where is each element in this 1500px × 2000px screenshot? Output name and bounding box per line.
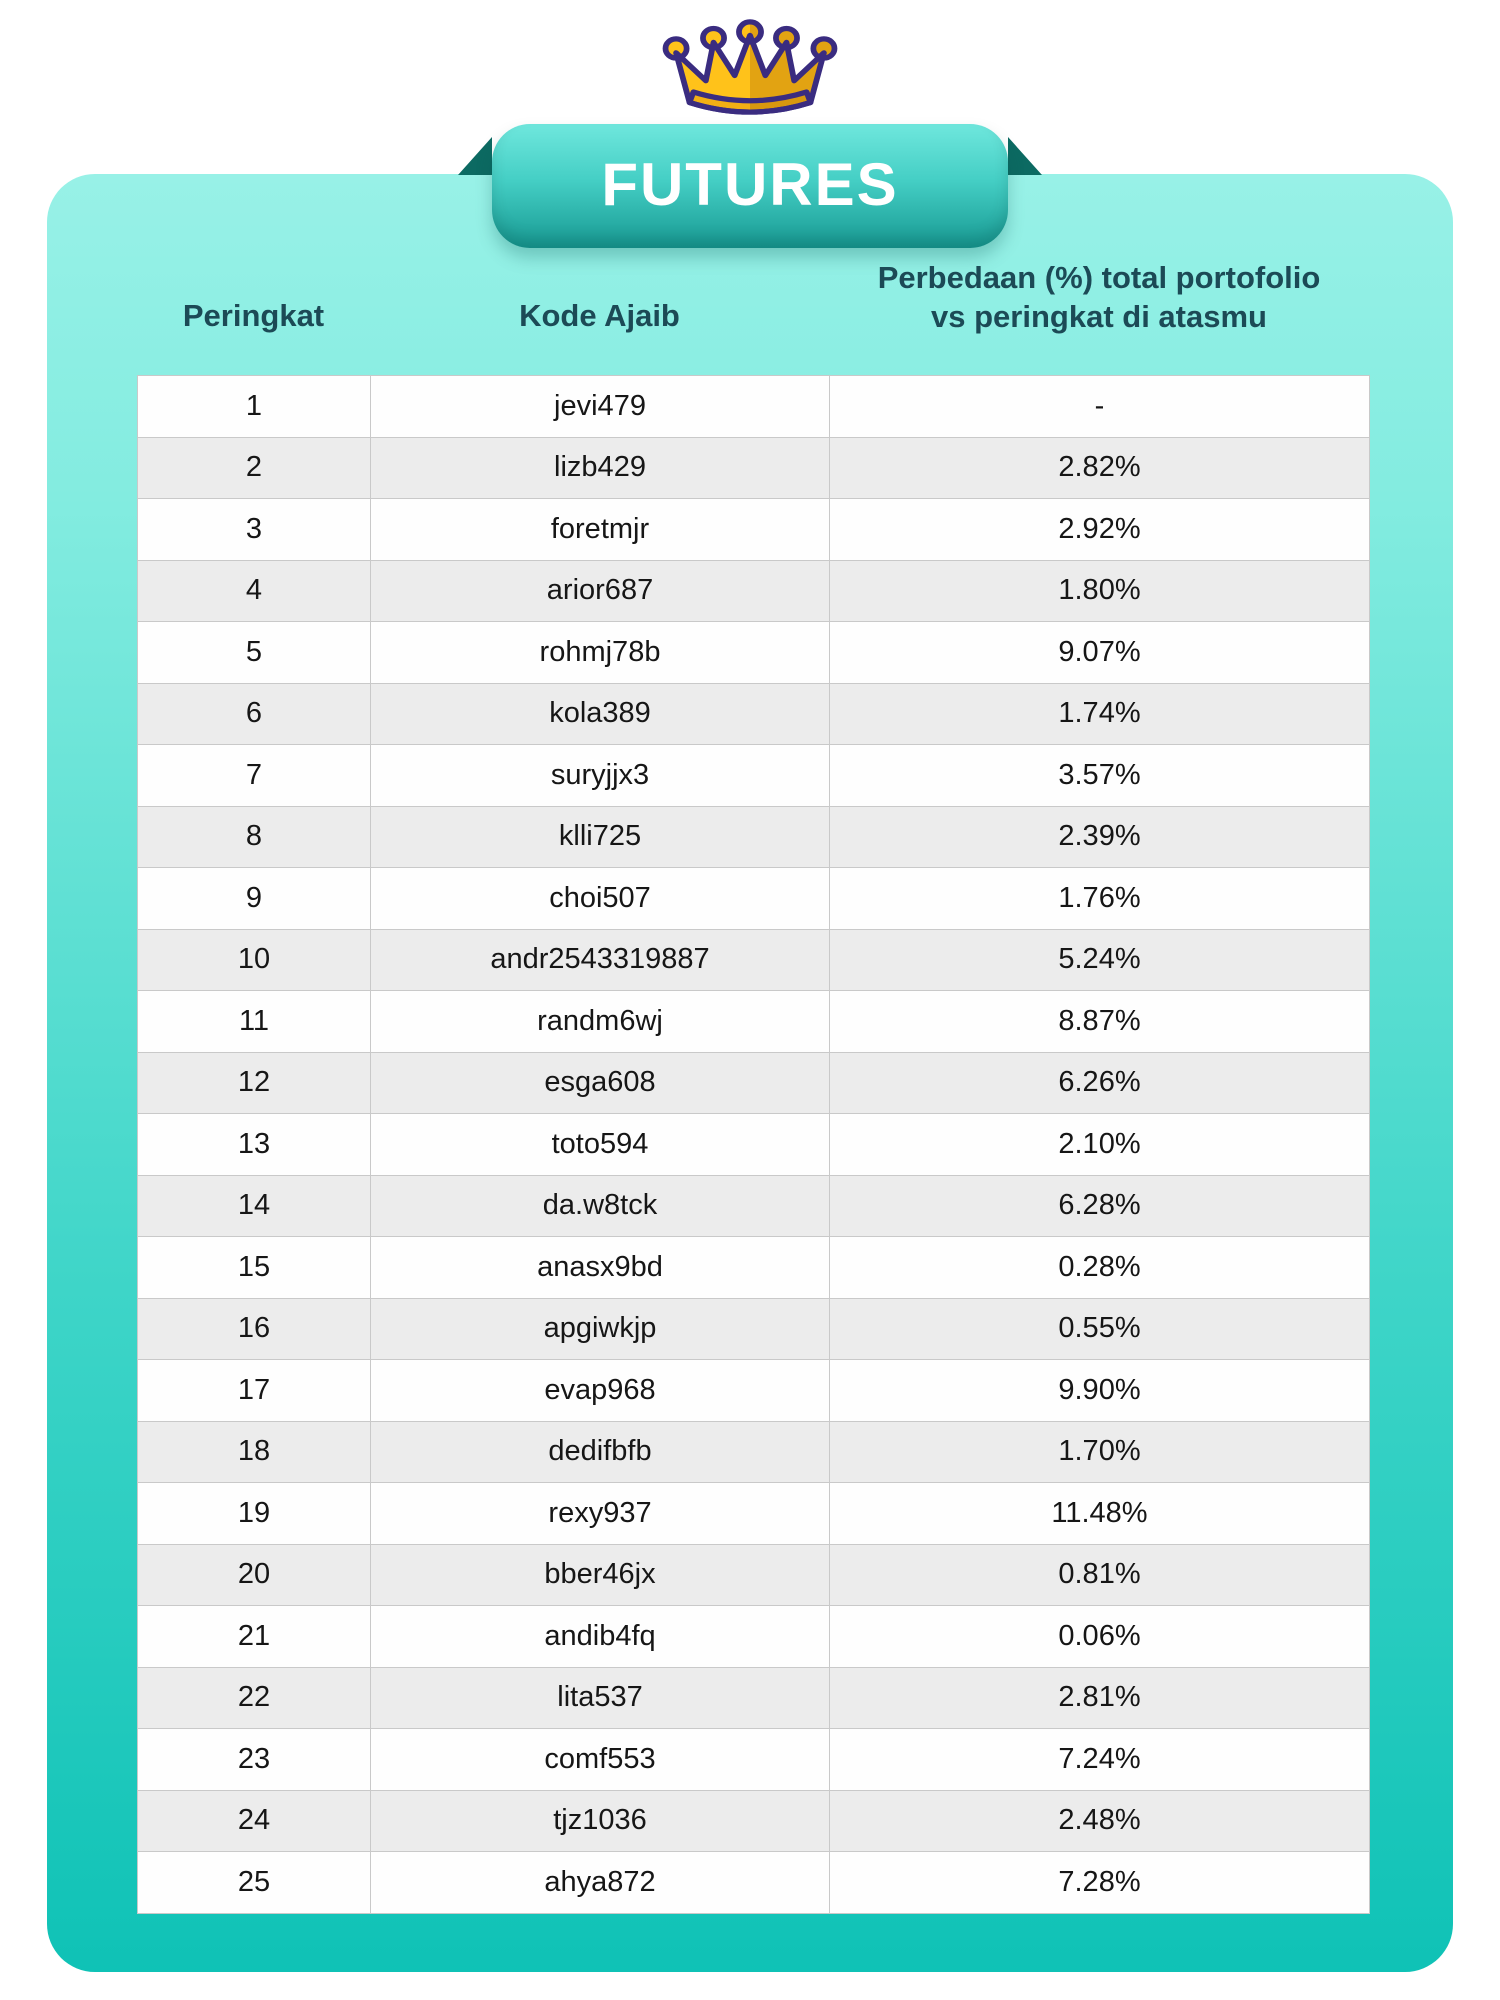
title-banner (492, 124, 1008, 248)
code-cell: klli725 (371, 806, 830, 868)
code-cell: lita537 (371, 1667, 830, 1729)
code-cell: foretmjr (371, 499, 830, 561)
diff-cell: 1.76% (830, 868, 1370, 930)
table-row (138, 499, 1370, 561)
diff-cell: 2.48% (830, 1790, 1370, 1852)
code-cell: arior687 (371, 560, 830, 622)
rank-cell: 17 (138, 1360, 371, 1422)
table-row (138, 1421, 1370, 1483)
code-cell: andib4fq (371, 1606, 830, 1668)
table-row (138, 437, 1370, 499)
code-cell: da.w8tck (371, 1175, 830, 1237)
code-cell: bber46jx (371, 1544, 830, 1606)
diff-cell: 9.07% (830, 622, 1370, 684)
code-cell: toto594 (371, 1114, 830, 1176)
table-row (138, 929, 1370, 991)
rank-cell: 24 (138, 1790, 371, 1852)
table-row (138, 991, 1370, 1053)
diff-cell: 2.10% (830, 1114, 1370, 1176)
diff-cell: 5.24% (830, 929, 1370, 991)
diff-cell: 0.28% (830, 1237, 1370, 1299)
table-row (138, 376, 1370, 438)
table-row (138, 1237, 1370, 1299)
ribbon-fold-left (458, 137, 492, 175)
rank-cell: 13 (138, 1114, 371, 1176)
table-row (138, 560, 1370, 622)
diff-cell: 6.28% (830, 1175, 1370, 1237)
code-cell: kola389 (371, 683, 830, 745)
column-header-diff-line2: vs peringkat di atasmu (931, 299, 1267, 334)
table-row (138, 622, 1370, 684)
diff-cell: 2.82% (830, 437, 1370, 499)
table-row (138, 1175, 1370, 1237)
diff-cell: 3.57% (830, 745, 1370, 807)
column-header-diff-line1: Perbedaan (%) total portofolio (877, 260, 1321, 295)
column-header-diff (829, 258, 1369, 336)
rank-cell: 12 (138, 1052, 371, 1114)
code-cell: rexy937 (371, 1483, 830, 1545)
rank-cell: 22 (138, 1667, 371, 1729)
diff-cell: 2.81% (830, 1667, 1370, 1729)
rank-cell: 20 (138, 1544, 371, 1606)
diff-cell: 2.92% (830, 499, 1370, 561)
rank-cell: 6 (138, 683, 371, 745)
diff-cell: 1.70% (830, 1421, 1370, 1483)
table-row (138, 1729, 1370, 1791)
table-row (138, 1852, 1370, 1914)
table-row (138, 1360, 1370, 1422)
rank-cell: 3 (138, 499, 371, 561)
diff-cell: 1.74% (830, 683, 1370, 745)
code-cell: lizb429 (371, 437, 830, 499)
rank-cell: 4 (138, 560, 371, 622)
code-cell: tjz1036 (371, 1790, 830, 1852)
diff-cell: 11.48% (830, 1483, 1370, 1545)
table-row (138, 1790, 1370, 1852)
table-row (138, 1544, 1370, 1606)
table-row (138, 745, 1370, 807)
rank-cell: 16 (138, 1298, 371, 1360)
table-row (138, 1606, 1370, 1668)
table-row (138, 1298, 1370, 1360)
rank-cell: 2 (138, 437, 371, 499)
diff-cell: 1.80% (830, 560, 1370, 622)
code-cell: dedifbfb (371, 1421, 830, 1483)
crown-icon (654, 18, 846, 126)
diff-cell: 7.28% (830, 1852, 1370, 1914)
code-cell: rohmj78b (371, 622, 830, 684)
diff-cell: 0.06% (830, 1606, 1370, 1668)
diff-cell: 7.24% (830, 1729, 1370, 1791)
rank-cell: 7 (138, 745, 371, 807)
code-cell: anasx9bd (371, 1237, 830, 1299)
column-header-code: Kode Ajaib (519, 298, 680, 333)
diff-cell: 6.26% (830, 1052, 1370, 1114)
table-row (138, 1052, 1370, 1114)
code-cell: randm6wj (371, 991, 830, 1053)
table-row (138, 1667, 1370, 1729)
table-row (138, 806, 1370, 868)
rank-cell: 18 (138, 1421, 371, 1483)
diff-cell: 0.55% (830, 1298, 1370, 1360)
table-row (138, 868, 1370, 930)
rank-cell: 8 (138, 806, 371, 868)
page-title: FUTURES (601, 150, 899, 218)
rank-cell: 14 (138, 1175, 371, 1237)
diff-cell: 0.81% (830, 1544, 1370, 1606)
rank-cell: 21 (138, 1606, 371, 1668)
leaderboard-table (137, 375, 1370, 1914)
code-cell: comf553 (371, 1729, 830, 1791)
code-cell: suryjjx3 (371, 745, 830, 807)
code-cell: ahya872 (371, 1852, 830, 1914)
table-row (138, 1114, 1370, 1176)
diff-cell: 9.90% (830, 1360, 1370, 1422)
code-cell: evap968 (371, 1360, 830, 1422)
table-row (138, 1483, 1370, 1545)
rank-cell: 11 (138, 991, 371, 1053)
rank-cell: 23 (138, 1729, 371, 1791)
code-cell: andr2543319887 (371, 929, 830, 991)
rank-cell: 9 (138, 868, 371, 930)
diff-cell: 8.87% (830, 991, 1370, 1053)
rank-cell: 10 (138, 929, 371, 991)
code-cell: choi507 (371, 868, 830, 930)
code-cell: jevi479 (371, 376, 830, 438)
diff-cell: 2.39% (830, 806, 1370, 868)
ribbon-fold-right (1008, 137, 1042, 175)
code-cell: apgiwkjp (371, 1298, 830, 1360)
code-cell: esga608 (371, 1052, 830, 1114)
table-row (138, 683, 1370, 745)
rank-cell: 1 (138, 376, 371, 438)
rank-cell: 15 (138, 1237, 371, 1299)
rank-cell: 19 (138, 1483, 371, 1545)
rank-cell: 5 (138, 622, 371, 684)
column-header-rank: Peringkat (182, 298, 325, 333)
rank-cell: 25 (138, 1852, 371, 1914)
diff-cell: - (830, 376, 1370, 438)
